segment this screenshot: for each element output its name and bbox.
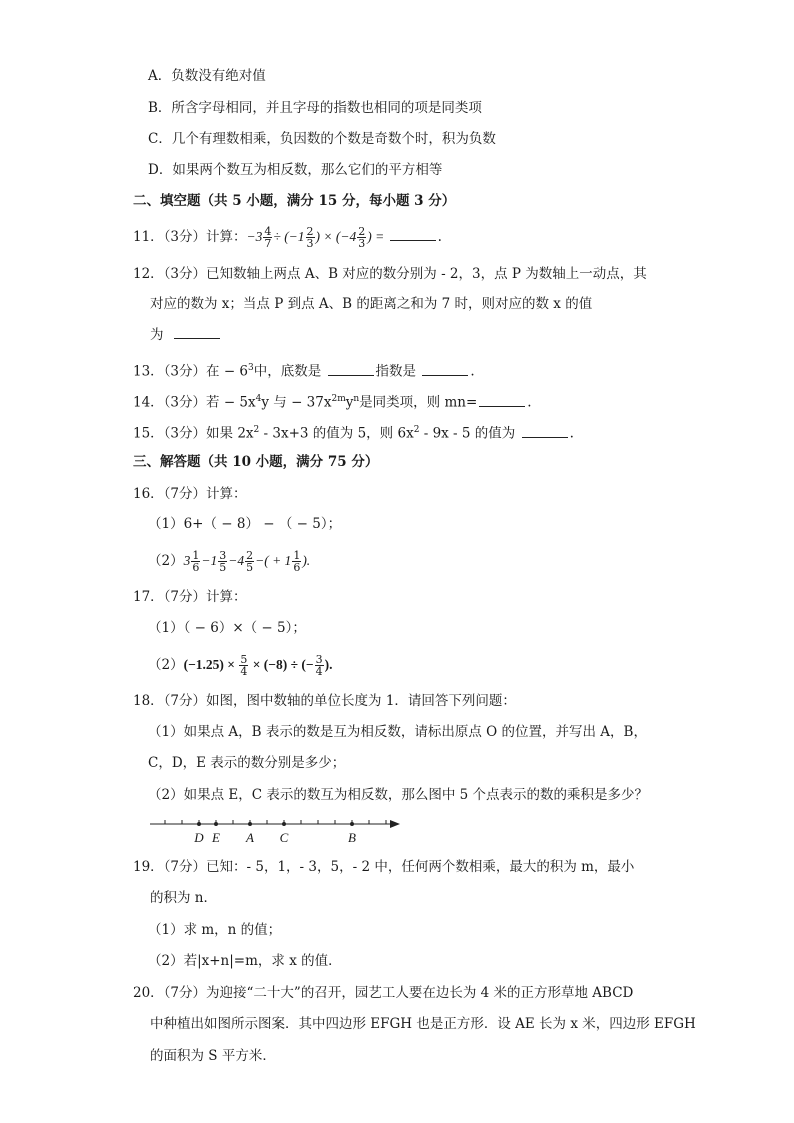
question-number: 19．: [133, 859, 164, 875]
question-17: 17．（7分）计算：: [133, 589, 247, 605]
choice-d: D．如果两个数互为相反数，那么它们的平方相等: [148, 162, 443, 178]
number-line-arrow: [390, 820, 400, 828]
point-c: [282, 822, 286, 826]
question-12-line-1: 12．（3分）已知数轴上两点 A、B 对应的数分别为 - 2，3，点 P 为数轴上一动点，其: [133, 266, 647, 282]
question-number: 18．: [133, 693, 164, 709]
question-13: 13．（3分）在 − $6^3$中，底数是 指数是 .: [133, 363, 475, 380]
fraction: $\frac{4}{7}$: [264, 225, 272, 250]
fraction: $\frac{5}{4}$: [240, 653, 248, 678]
question-number: 13．: [133, 363, 164, 380]
point-d: [197, 822, 201, 826]
point-label-b: B: [348, 830, 356, 845]
number-line-points: [193, 822, 356, 845]
math-text: ) × (−4: [315, 229, 357, 244]
question-19-line-1: 19．（7分）已知：- 5，1，- 3，5，- 2 中，任何两个数相乘，最大的积为 m，最小: [133, 859, 635, 875]
math-text: ÷ (−1: [273, 229, 305, 244]
question-score: （3分）计算：: [163, 229, 247, 245]
choice-b: B．所含字母相同，并且字母的指数也相同的项是同类项: [148, 100, 482, 116]
section-title-fill-blank: 二、填空题（共 5 小题，满分 15 分，每小题 3 分）: [133, 193, 456, 209]
point-a: [248, 822, 252, 826]
question-20-line-3: 的面积为 S 平方米．: [150, 1048, 276, 1064]
fraction: $\frac{2}{3}$: [306, 225, 314, 250]
answer-blank: [522, 425, 568, 438]
answer-blank: [328, 363, 374, 376]
question-17-part-1: （1）（ − 6）×（ − 5）；: [148, 620, 306, 636]
question-number: 15．: [133, 425, 164, 442]
question-12-line-3: 为: [150, 325, 222, 345]
question-18-part-1-line-1: （1）如果点 A，B 表示的数是互为相反数，请标出原点 O 的位置，并写出 A，B，: [148, 724, 647, 740]
question-number: 20．: [133, 985, 164, 1001]
fraction: $\frac{2}{5}$: [246, 549, 254, 574]
point-label-a: A: [246, 830, 254, 845]
choice-a: A．负数没有绝对值: [148, 68, 266, 84]
fraction: $\frac{2}{3}$: [358, 225, 366, 250]
question-14: 14．（3分）若 − $5x^4y$ 与 − $37x^{2m}y^n$是同类项，则 mn= .: [133, 394, 532, 411]
question-12-line-2: 对应的数为 x；当点 P 到点 A、B 的距离之和为 7 时，则对应的数 x 的值: [150, 296, 593, 312]
number-line-figure: [148, 812, 406, 848]
math-text: −3: [246, 229, 263, 244]
question-number: 16．: [133, 486, 164, 502]
question-20-line-2: 中种植出如图所示图案．其中四边形 EFGH 也是正方形．设 AE 长为 x 米，四边形 EFGH: [150, 1016, 696, 1032]
answer-blank: [479, 394, 525, 407]
question-number: 17．: [133, 589, 164, 605]
point-e: [214, 822, 218, 826]
question-16: 16．（7分）计算：: [133, 486, 247, 502]
fraction: $\frac{3}{5}$: [219, 549, 227, 574]
question-number: 12．: [133, 266, 164, 282]
question-18-part-1-line-2: C，D，E 表示的数分别是多少；: [148, 755, 346, 771]
choice-c: C．几个有理数相乘，负因数的个数是奇数个时，积为负数: [148, 131, 496, 147]
question-number: 14．: [133, 394, 164, 411]
fraction: $\frac{3}{4}$: [315, 653, 323, 678]
question-19-part-2: （2）若|x+n|=m，求 x 的值．: [148, 953, 342, 969]
point-label-c: C: [279, 830, 289, 845]
answer-blank: [174, 326, 220, 339]
point-label-e: E: [212, 830, 220, 845]
section-title-answer: 三、解答题（共 10 小题，满分 75 分）: [133, 454, 379, 470]
point-b: [350, 822, 354, 826]
question-16-part-2: （2）3 $\frac{1}{6}$ −1 $\frac{3}{5}$ −4 $\frac{2}{5}$ −( + 1 $\frac{1}{6}$ ).: [148, 549, 311, 574]
fraction: $\frac{1}{6}$: [192, 549, 200, 574]
fraction: $\frac{1}{6}$: [293, 549, 301, 574]
answer-blank: [390, 228, 436, 241]
point-label-d: D: [194, 830, 204, 845]
question-11: 11．（3分）计算：−3 $\frac{4}{7}$ ÷ (−1 $\frac{2}{3}$ ) × (−4 $\frac{2}{3}$ ) = .: [133, 225, 442, 250]
question-16-part-1: （1）6+（ − 8） − （ − 5）；: [148, 516, 342, 532]
question-18-part-2: （2）如果点 E，C 表示的数互为相反数，那么图中 5 个点表示的数的乘积是多少？: [148, 787, 649, 803]
question-number: 11．: [133, 229, 164, 245]
math-text: ) =: [367, 229, 388, 244]
question-19-line-2: 的积为 n．: [150, 890, 217, 906]
question-19-part-1: （1）求 m，n 的值；: [148, 922, 282, 938]
question-18: 18．（7分）如图，图中数轴的单位长度为 1．请回答下列问题：: [133, 693, 516, 709]
answer-blank: [422, 363, 468, 376]
question-15: 15．（3分）如果 $2x^2 - 3x+3$ 的值为 5，则 $6x^2 - 9x - 5$ 的值为 .: [133, 425, 574, 442]
question-20-line-1: 20．（7分）为迎接“二十大”的召开，园艺工人要在边长为 4 米的正方形草地 ABCD: [133, 985, 634, 1001]
question-17-part-2: （2）(−1.25) × $\frac{5}{4}$ × (−8) ÷ (− $\frac{3}{4}$ ).: [148, 653, 333, 678]
